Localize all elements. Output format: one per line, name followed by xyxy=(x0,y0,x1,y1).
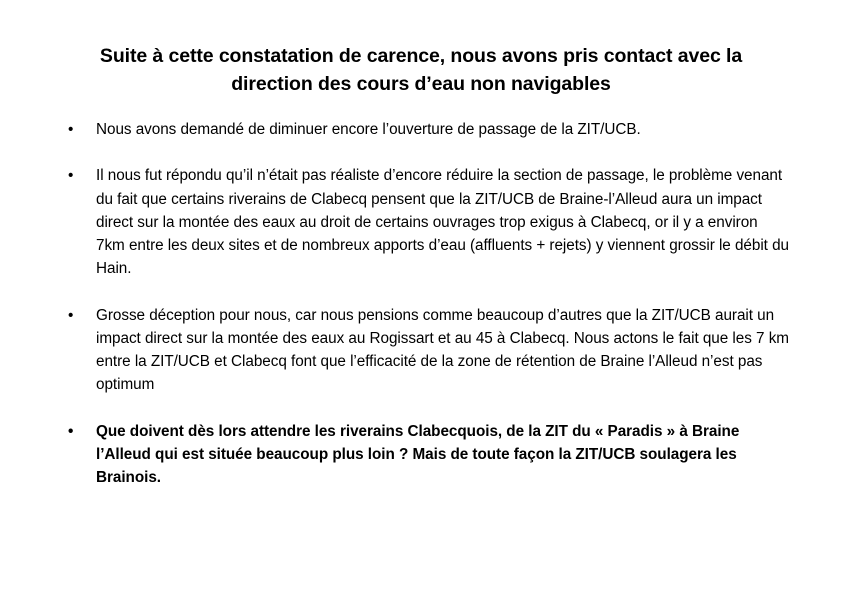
list-item-text: Grosse déception pour nous, car nous pensions comme beaucoup d’autres que la ZIT/UCB aurait un impact direct sur la montée des eaux au Rogissart et au 45 à Clabecq. Nous actons le fait que les 7 km entre la ZIT/UCB et Clabecq font que l’efficacité de la zone de rétention de Braine l’Alleud n’est pas optimum xyxy=(96,306,789,394)
list-item xyxy=(62,304,790,397)
bullet-marker-icon: • xyxy=(68,306,74,324)
list-item xyxy=(62,164,790,280)
list-item-text: Que doivent dès lors attendre les riverains Clabecquois, de la ZIT du « Paradis » à Braine l’Alleud qui est située beaucoup plus loin ? Mais de toute façon la ZIT/UCB soulagera les Brainois. xyxy=(96,422,740,486)
list-item-text: Il nous fut répondu qu’il n’était pas réaliste d’encore réduire la section de passage, le problème venant du fait que certains riverains de Clabecq pensent que la ZIT/UCB de Braine-l’Alleud aura un impact direct sur la montée des eaux au droit de certains ouvrages trop exigus à Clabecq, or il y a environ 7km entre les deux sites et de nombreux apports d’eau (affluents + rejets) y viennent grossir le débit du Hain. xyxy=(96,167,789,278)
bullet-marker-icon: • xyxy=(68,121,74,138)
list-item xyxy=(62,118,790,141)
bullet-marker-icon: • xyxy=(68,167,74,185)
list-item-text: Nous avons demandé de diminuer encore l’ouverture de passage de la ZIT/UCB. xyxy=(96,121,641,138)
list-item xyxy=(62,420,790,490)
bullet-marker-icon: • xyxy=(68,422,74,440)
page-title: Suite à cette constatation de carence, nous avons pris contact avec la direction des cours d’eau non navigables xyxy=(99,45,743,96)
bullet-list xyxy=(62,118,790,489)
